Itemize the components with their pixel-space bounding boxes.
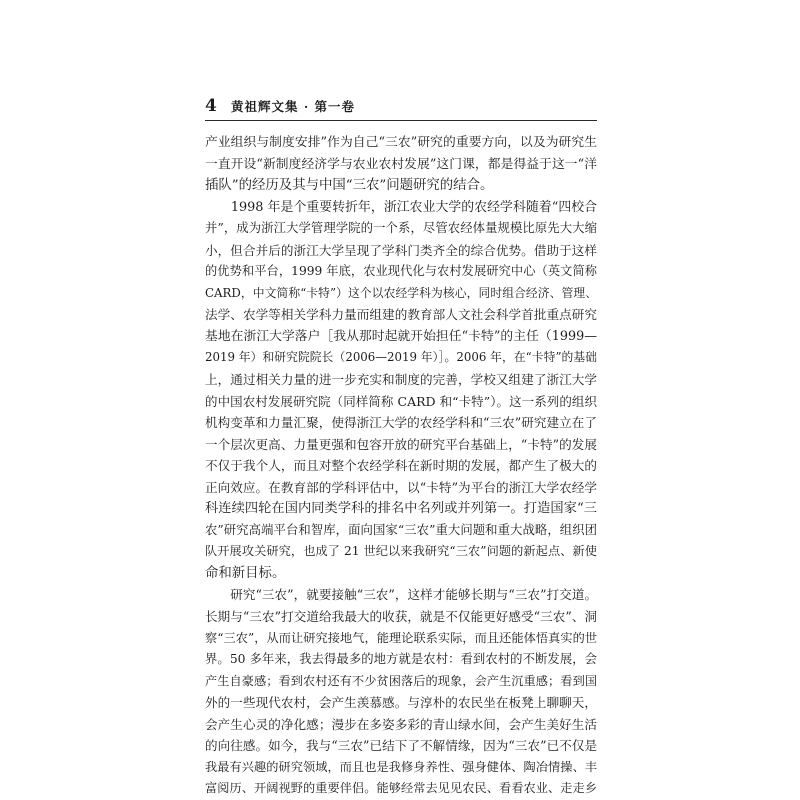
text-line: 上，通过相关力量的进一步充实和制度的完善，学校又组建了浙江大学 [205, 372, 597, 388]
text-line: 产业组织与制度安排”作为自己“三农”研究的重要方向，以及为研究生 [205, 135, 597, 150]
text-line: 基地在浙江大学落户［我从那时起就开始担任“卡特”的主任（1999— [205, 328, 597, 344]
text-line: 一直开设“新制度经济学与农业农村发展”这门课，都是得益于这一“洋 [205, 156, 597, 172]
page-number: 4 [205, 96, 217, 116]
text-line: 农”研究高端平台和智库，面向国家“三农”重大问题和重大战略，组织团 [205, 522, 597, 537]
text-line: 命和新目标。 [205, 565, 286, 581]
text-line: 的中国农村发展研究院（同样简称 CARD 和“卡特”）。这一系列的组织 [205, 393, 597, 409]
text-line: CARD，中文简称“卡特”）这个以农经学科为核心，同时组合经济、管理、 [205, 285, 597, 300]
text-line: 正向效应。在教育部的学科评估中，以“卡特”为平台的浙江大学农经学 [205, 479, 597, 495]
text-line: 法学、农学等相关学科力量而组建的教育部人文社会科学首批重点研究 [205, 307, 597, 323]
text-line: 富阅历、开阔视野的重要伴侣。能够经常去见见农民、看看农业、走走乡 [205, 781, 597, 796]
text-line: 小，但合并后的浙江大学呈现了学科门类齐全的综合优势。借助于这样 [205, 242, 597, 258]
text-line: 队开展攻关研究，也成了 21 世纪以来我研究“三农”问题的新起点、新使 [205, 544, 597, 559]
text-line: 察“三农”，从而让研究接地气，能理论联系实际，而且还能体悟真实的世 [205, 630, 597, 645]
body-text [205, 132, 597, 800]
paragraph [205, 132, 597, 197]
text-line: 科连续四轮在国内同类学科的排名中名列或并列第一。打造国家“三 [205, 501, 597, 517]
paragraph [205, 584, 597, 799]
text-line: 不仅于我个人，而且对整个农经学科在新时期的发展，都产生了极大的 [205, 458, 597, 474]
text-line: 长期与“三农”打交道给我最大的收获，就是不仅能更好感受“三农”、洞 [205, 609, 597, 625]
running-header [205, 96, 597, 121]
text-line: 一个层次更高、力量更强和包容开放的研究平台基础上，“卡特”的发展 [205, 436, 597, 452]
text-line: 的向往感。如今，我与“三农”已结下了不解情缘，因为“三农”已不仅是 [205, 738, 597, 754]
text-line: 我最有兴趣的研究领域，而且也是我修身养性、强身健体、陶冶情操、丰 [205, 759, 597, 774]
text-line: 的优势和平台，1999 年底，农业现代化与农村发展研究中心（英文简称 [205, 264, 597, 279]
text-line: 界。50 多年来，我去得最多的地方就是农村：看到农村的不断发展，会 [205, 652, 597, 667]
running-header-title: 黄祖辉文集 · 第一卷 [231, 99, 356, 114]
text-line: 外的一些现代农村，会产生羡慕感。与淳朴的农民坐在板凳上聊聊天， [205, 695, 597, 711]
text-line: 研究“三农”，就要接触“三农”，这样才能够长期与“三农”打交道。 [205, 587, 597, 603]
text-line: 机构变革和力量汇聚，使得浙江大学的农经学科和“三农”研究建立在了 [205, 415, 597, 431]
text-line: 会产生心灵的净化感；漫步在多姿多彩的青山绿水间，会产生美好生活 [205, 716, 597, 732]
text-line: 插队”的经历及其与中国“三农”问题研究的结合。 [205, 178, 494, 194]
text-line: 并”，成为浙江大学管理学院的一个系，尽管农经体量规模比原先大大缩 [205, 221, 597, 236]
text-line: 2019 年）和研究院院长（2006—2019 年）］。2006 年，在“卡特”的基础 [205, 350, 597, 365]
text-line: 产生自豪感；看到农村还有不少贫困落后的现象，会产生沉重感；看到国 [205, 673, 597, 688]
text-line: 1998 年是个重要转折年，浙江农业大学的农经学科随着“四校合 [205, 199, 597, 215]
paragraph [205, 197, 597, 585]
